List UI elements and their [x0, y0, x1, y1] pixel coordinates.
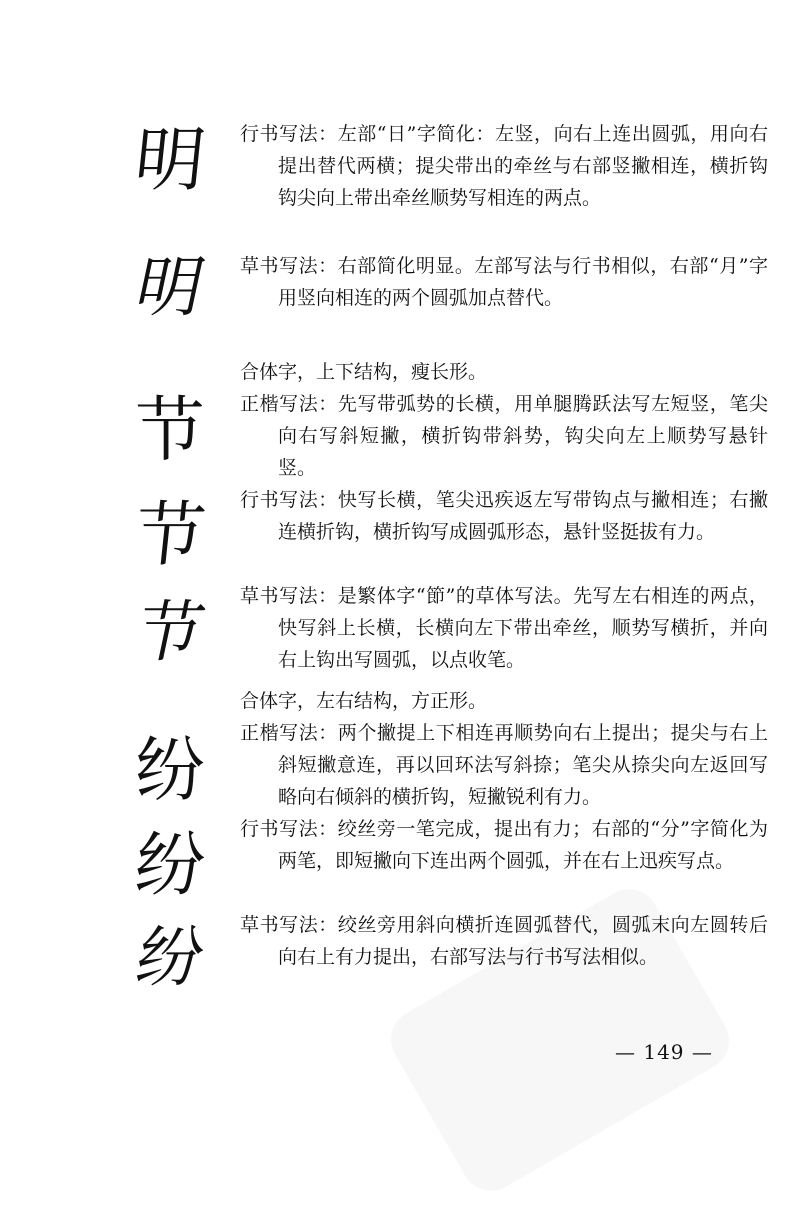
- entry-fen-regular: 正楷写法：两个撇提上下相连再顺势向右上提出；提尖与右上斜短撇意连，再以回环法写斜捺；笔尖从捺尖向左返回写略向右倾斜的横折钩，短撇锐利有力。: [240, 722, 768, 808]
- entry-jie-regular: 正楷写法：先写带弧势的长横，用单腿腾跃法写左短竖，笔尖向右写斜短撇，横折钩带斜势，钩尖向左上顺势写悬针竖。: [240, 393, 768, 479]
- calligraphy-glyph-fen-regular: 纷: [135, 729, 205, 811]
- calligraphy-glyph-ming-cursive: 明: [128, 249, 212, 326]
- calligraphy-glyph-jie-running: 节: [130, 494, 210, 576]
- entry-fen-cursive: 草书写法：绞丝旁用斜向横折连圆弧替代，圆弧末向左圆转后向右上有力提出，右部写法与行书写法相似。: [240, 914, 768, 968]
- calligraphy-glyph-ming-running: 明: [130, 119, 210, 201]
- calligraphy-glyph-fen-cursive: 纷: [128, 919, 212, 996]
- calligraphy-glyph-jie-regular: 节: [135, 389, 205, 471]
- intro-fen: 合体字，左右结构，方正形。: [240, 690, 488, 712]
- calligraphy-glyph-jie-cursive: 节: [128, 594, 212, 671]
- calligraphy-glyph-fen-running: 纷: [130, 824, 210, 906]
- entry-ming-running: 行书写法：左部“日”字简化：左竖，向右上连出圆弧，用向右提出替代两横；提尖带出的牵丝与右部竖撇相连，横折钩钩尖向上带出牵丝顺势写相连的两点。: [240, 123, 768, 209]
- entry-fen-running: 行书写法：绞丝旁一笔完成，提出有力；右部的“分”字简化为两笔，即短撇向下连出两个圆弧，并在右上迅疾写点。: [240, 818, 768, 872]
- entry-jie-cursive: 草书写法：是繁体字“節”的草体写法。先写左右相连的两点，快写斜上长横，长横向左下带出牵丝，顺势写横折，并向右上钩出写圆弧，以点收笔。: [240, 585, 768, 671]
- page-number: — 149 —: [615, 1040, 713, 1064]
- entry-jie-running: 行书写法：快写长横，笔尖迅疾返左写带钩点与撇相连；右撇连横折钩，横折钩写成圆弧形态，悬针竖挺拔有力。: [240, 489, 768, 543]
- entry-ming-cursive: 草书写法：右部简化明显。左部写法与行书相似，右部“月”字用竖向相连的两个圆弧加点替代。: [240, 255, 768, 309]
- intro-jie: 合体字，上下结构，瘦长形。: [240, 361, 488, 383]
